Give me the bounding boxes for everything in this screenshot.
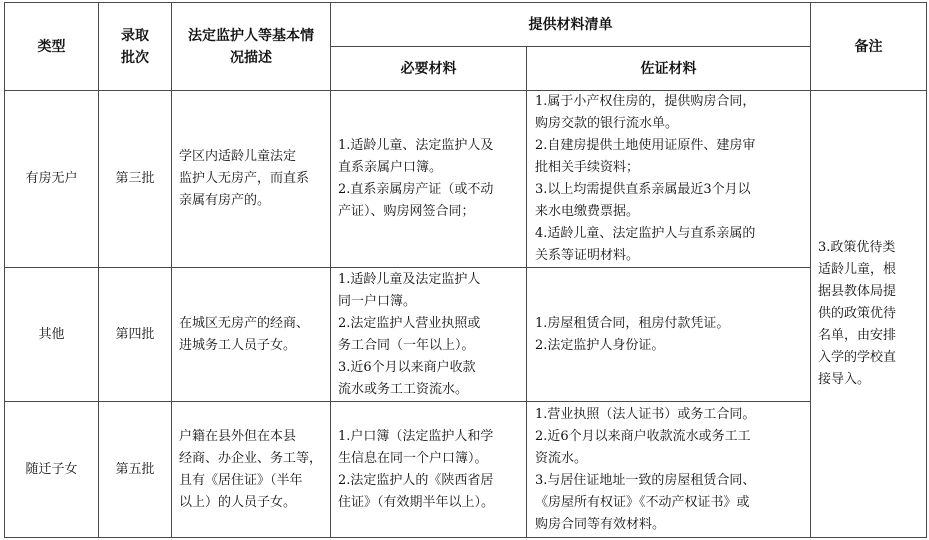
row-type: 随迁子女 [5, 402, 99, 538]
row-required: 1.适龄儿童及法定监护人 同一户口簿。 2.法定监护人营业执照或 务工合同（一年以上）。 3.近6个月以来商户收款 流水或务工工资流水。 [331, 268, 527, 402]
header-supporting: 佐证材料 [527, 47, 811, 91]
row-batch: 第三批 [99, 91, 172, 268]
enrollment-materials-table [4, 2, 927, 538]
row-supporting: 1.房屋租赁合同，租房付款凭证。 2.法定监护人身份证。 [527, 268, 811, 402]
row-supporting: 1.营业执照（法人证书）或务工合同。 2.近6个月以来商户收款流水或务工工 资流水。 3.与居住证地址一致的房屋租赁合同、 《房屋所有权证》《不动产权证书》或 购房合同等有效材料。 [527, 402, 811, 538]
row-situation: 在城区无房产的经商、 进城务工人员子女。 [172, 268, 331, 402]
row-required: 1.户口簿（法定监护人和学 生信息在同一个户口簿）。 2.法定监护人的《陕西省居 住证》（有效期半年以上）。 [331, 402, 527, 538]
row-situation: 户籍在县外但在本县 经商、办企业、务工等， 且有《居住证》（半年 以上）的人员子女。 [172, 402, 331, 538]
row-batch: 第四批 [99, 268, 172, 402]
row-supporting: 1.属于小产权住房的，提供购房合同， 购房交款的银行流水单。 2.自建房提供土地使用证原件、建房审 批相关手续资料； 3.以上均需提供直系亲属最近3个月以 来水电缴费票据。 4.适龄儿童、法定监护人与直系亲属的 关系等证明材料。 [527, 91, 811, 268]
header-materials: 提供材料清单 [331, 3, 811, 47]
row-type: 有房无户 [5, 91, 99, 268]
row-type: 其他 [5, 268, 99, 402]
row-required: 1.适龄儿童、法定监护人及 直系亲属户口簿。 2.直系亲属房产证（或不动 产证）、购房网签合同； [331, 91, 527, 268]
header-remarks: 备注 [811, 3, 927, 91]
table-row [5, 402, 927, 538]
row-batch: 第五批 [99, 402, 172, 538]
header-row-1 [5, 3, 927, 47]
header-batch: 录取 批次 [99, 3, 172, 91]
header-situation: 法定监护人等基本情 况描述 [172, 3, 331, 91]
row-situation: 学区内适龄儿童法定 监护人无房产，而直系 亲属有房产的。 [172, 91, 331, 268]
header-required: 必要材料 [331, 47, 527, 91]
remarks-cell: 3.政策优待类 适龄儿童，根 据县教体局提 供的政策优待 名单，由安排 入学的学校直 接导入。 [811, 91, 927, 538]
header-type: 类型 [5, 3, 99, 91]
table-row [5, 91, 927, 268]
table-row [5, 268, 927, 402]
